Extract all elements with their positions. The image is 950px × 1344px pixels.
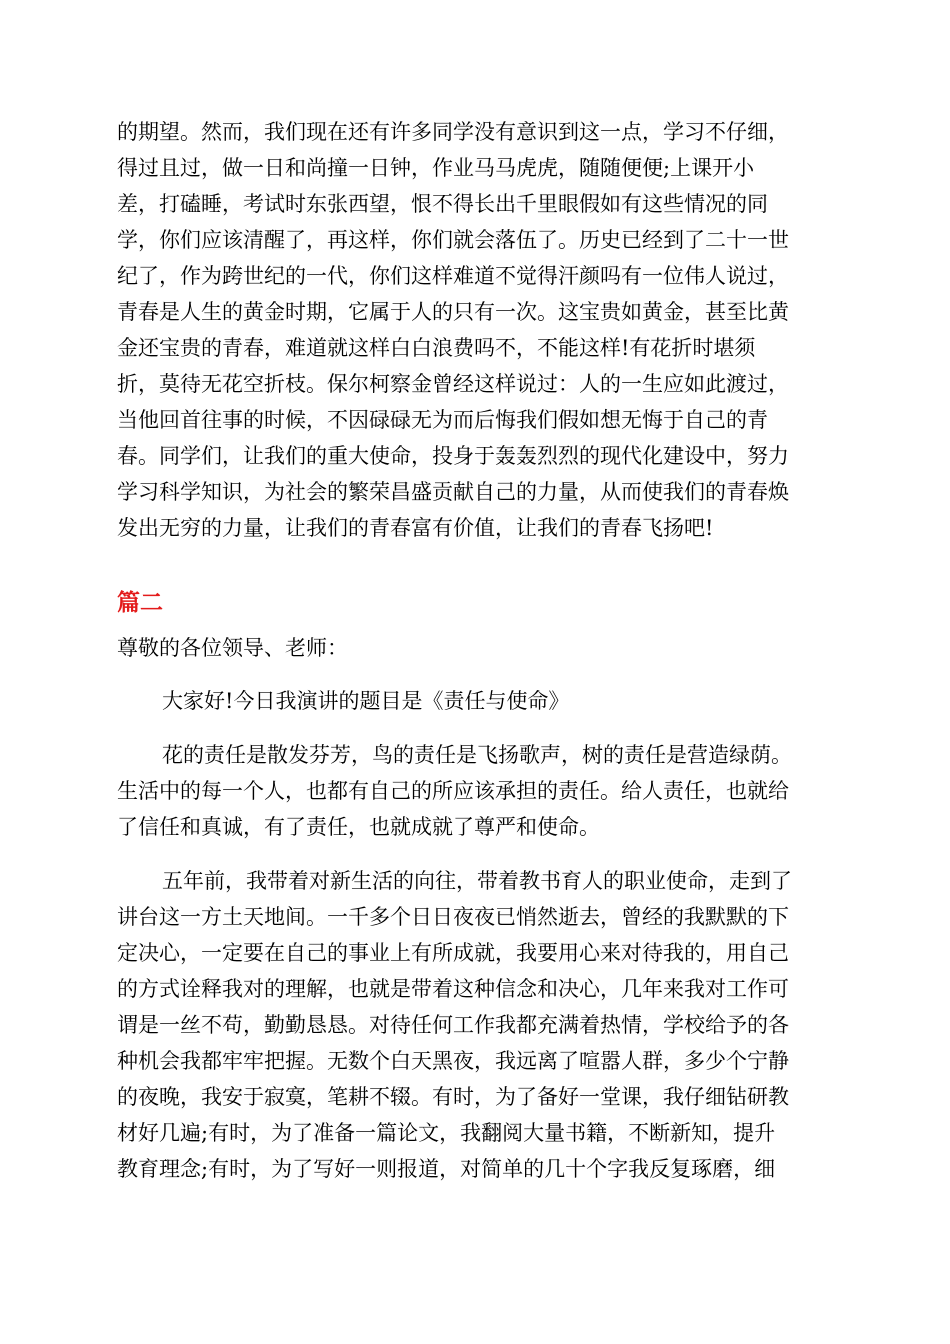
text-line: 金还宝贵的青春，难道就这样白白浪费吗不，不能这样!有花折时堪须 bbox=[117, 336, 756, 360]
section-heading: 篇二 bbox=[117, 590, 163, 616]
text-line: 教育理念;有时，为了写好一则报道，对简单的几十个字我反复琢磨，细 bbox=[117, 1157, 776, 1181]
text-line: 定决心，一定要在自己的事业上有所成就，我要用心来对待我的，用自己 bbox=[117, 941, 789, 965]
text-line: 谓是一丝不苟，勤勤恳恳。对待任何工作我都充满着热情，学校给予的各 bbox=[117, 1013, 789, 1037]
text-line: 得过且过，做一日和尚撞一日钟，作业马马虎虎，随随便便;上课开小 bbox=[117, 156, 755, 180]
text-line: 了信任和真诚，有了责任，也就成就了尊严和使命。 bbox=[117, 815, 600, 839]
salutation: 尊敬的各位领导、老师： bbox=[117, 636, 348, 660]
text-line: 的期望。然而，我们现在还有许多同学没有意识到这一点，学习不仔细， bbox=[117, 120, 789, 144]
text-line: 学，你们应该清醒了，再这样，你们就会落伍了。历史已经到了二十一世 bbox=[117, 228, 789, 252]
greeting: 大家好!今日我演讲的题目是《责任与使命》 bbox=[162, 689, 570, 713]
text-line: 的夜晚，我安于寂寞，笔耕不辍。有时，为了备好一堂课，我仔细钻研教 bbox=[117, 1085, 789, 1109]
text-line: 种机会我都牢牢把握。无数个白天黑夜，我远离了喧嚣人群，多少个宁静 bbox=[117, 1049, 789, 1073]
text-line: 折，莫待无花空折枝。保尔柯察金曾经这样说过：人的一生应如此渡过， bbox=[117, 372, 789, 396]
text-line: 花的责任是散发芬芳，鸟的责任是飞扬歌声，树的责任是营造绿荫。 bbox=[162, 743, 792, 767]
text-line: 青春是人生的黄金时期，它属于人的只有一次。这宝贵如黄金，甚至比黄 bbox=[117, 300, 789, 324]
text-line: 生活中的每一个人，也都有自己的所应该承担的责任。给人责任，也就给 bbox=[117, 779, 789, 803]
text-line: 学习科学知识，为社会的繁荣昌盛贡献自己的力量，从而使我们的青春焕 bbox=[117, 480, 789, 504]
text-line: 的方式诠释我对的理解，也就是带着这种信念和决心，几年来我对工作可 bbox=[117, 977, 789, 1001]
text-line: 当他回首往事的时候，不因碌碌无为而后悔我们假如想无悔于自己的青 bbox=[117, 408, 768, 432]
text-line: 春。同学们，让我们的重大使命，投身于轰轰烈烈的现代化建设中，努力 bbox=[117, 444, 789, 468]
text-line: 五年前，我带着对新生活的向往，带着教书育人的职业使命，走到了 bbox=[162, 869, 792, 893]
text-line: 纪了，作为跨世纪的一代，你们这样难道不觉得汗颜吗有一位伟人说过， bbox=[117, 264, 789, 288]
text-line: 讲台这一方土天地间。一千多个日日夜夜已悄然逝去，曾经的我默默的下 bbox=[117, 905, 789, 929]
text-line: 材好几遍;有时，为了准备一篇论文，我翻阅大量书籍，不断新知，提升 bbox=[117, 1121, 776, 1145]
text-line: 发出无穷的力量，让我们的青春富有价值，让我们的青春飞扬吧! bbox=[117, 516, 714, 540]
text-line: 差，打磕睡，考试时东张西望，恨不得长出千里眼假如有这些情况的同 bbox=[117, 192, 768, 216]
